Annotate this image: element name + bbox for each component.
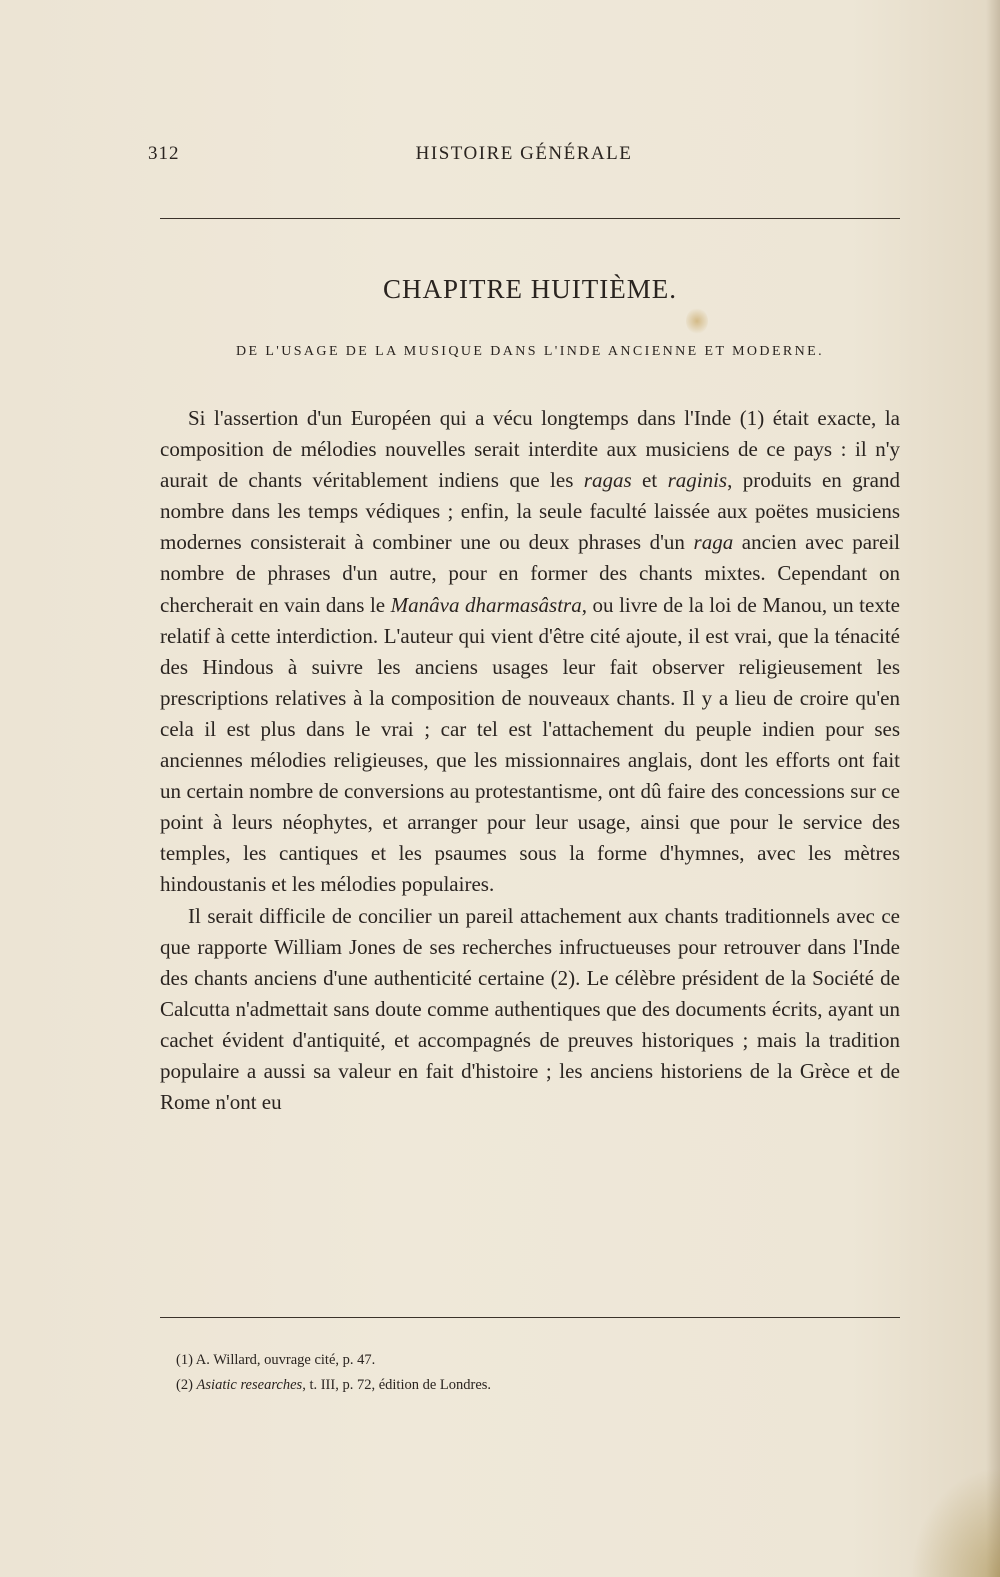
italic-term: Manâva dharmasâstra xyxy=(390,592,582,617)
chapter-title: CHAPITRE HUITIÈME. xyxy=(383,274,677,304)
paragraph: Si l'assertion d'un Européen qui a vécu longtemps dans l'Inde (1) était exacte, la composition de mélodies nouvelles serait interdite aux musiciens de ce pays : il n'y aurait de chants véritablement indiens que les ragas et raginis, produits en grand nombre dans les temps védiques ; enfin, la seule faculté laissée aux poëtes musiciens modernes consisterait à combiner une ou deux phrases d'un raga ancien avec pareil nombre de phrases d'un autre, pour en former des chants mixtes. Cependant on chercherait en vain dans le Manâva dharmasâstra, ou livre de la loi de Manou, un texte relatif à cette interdiction. L'auteur qui vient d'être cité ajoute, il est vrai, que la ténacité des Hindous à suivre les anciens usages leur fait observer religieusement les prescriptions relatives à la composition de nouveaux chants. Il y a lieu de croire qu'en cela il est plus dans le vrai ; car tel est l'attachement du peuple indien pour ses anciennes mélodies religieuses, que les missionnaires anglais, dont les efforts ont fait un certain nombre de conversions au protestantisme, ont dû faire des concessions sur ce point à leurs néophytes, et arranger pour leur usage, ainsi que pour le service des temples, les cantiques et les psaumes sous la forme d'hymnes, avec les mètres hindoustanis et les mélodies populaires. xyxy=(160,406,900,897)
header-rule xyxy=(160,218,900,219)
footnote: (2) Asiatic researches, t. III, p. 72, édition de Londres. xyxy=(176,1377,492,1393)
ink-stain xyxy=(686,308,708,334)
chapter-subtitle: DE L'USAGE DE LA MUSIQUE DANS L'INDE ANCIENNE ET MODERNE. xyxy=(235,344,824,359)
running-head xyxy=(148,143,900,171)
page-corner-stain xyxy=(910,1467,1000,1577)
footnotes xyxy=(176,1348,900,1398)
italic-term: raga xyxy=(693,530,734,555)
running-title: HISTOIRE GÉNÉRALE xyxy=(415,143,633,164)
italic-term: ragas xyxy=(583,468,632,493)
page-number: 312 xyxy=(148,143,180,164)
body-text xyxy=(160,403,900,1118)
page-edge-shadow xyxy=(986,0,1000,1577)
italic-term: Asiatic researches xyxy=(196,1377,303,1393)
footnote-rule xyxy=(160,1317,900,1318)
italic-term: raginis xyxy=(667,468,728,493)
paragraph: Il serait difficile de concilier un pareil attachement aux chants traditionnels avec ce que rapporte William Jones de ses recherches infructueuses pour retrouver dans l'Inde des chants anciens d'une authenticité certaine (2). Le célèbre président de la Société de Calcutta n'admettait sans doute comme authentiques que des documents écrits, ayant un cachet évident d'antiquité, et accompagnés de preuves historiques ; mais la tradition populaire a aussi sa valeur en fait d'histoire ; les anciens historiens de la Grèce et de Rome n'ont eu xyxy=(160,903,900,1115)
footnote: (1) A. Willard, ouvrage cité, p. 47. xyxy=(176,1352,376,1368)
